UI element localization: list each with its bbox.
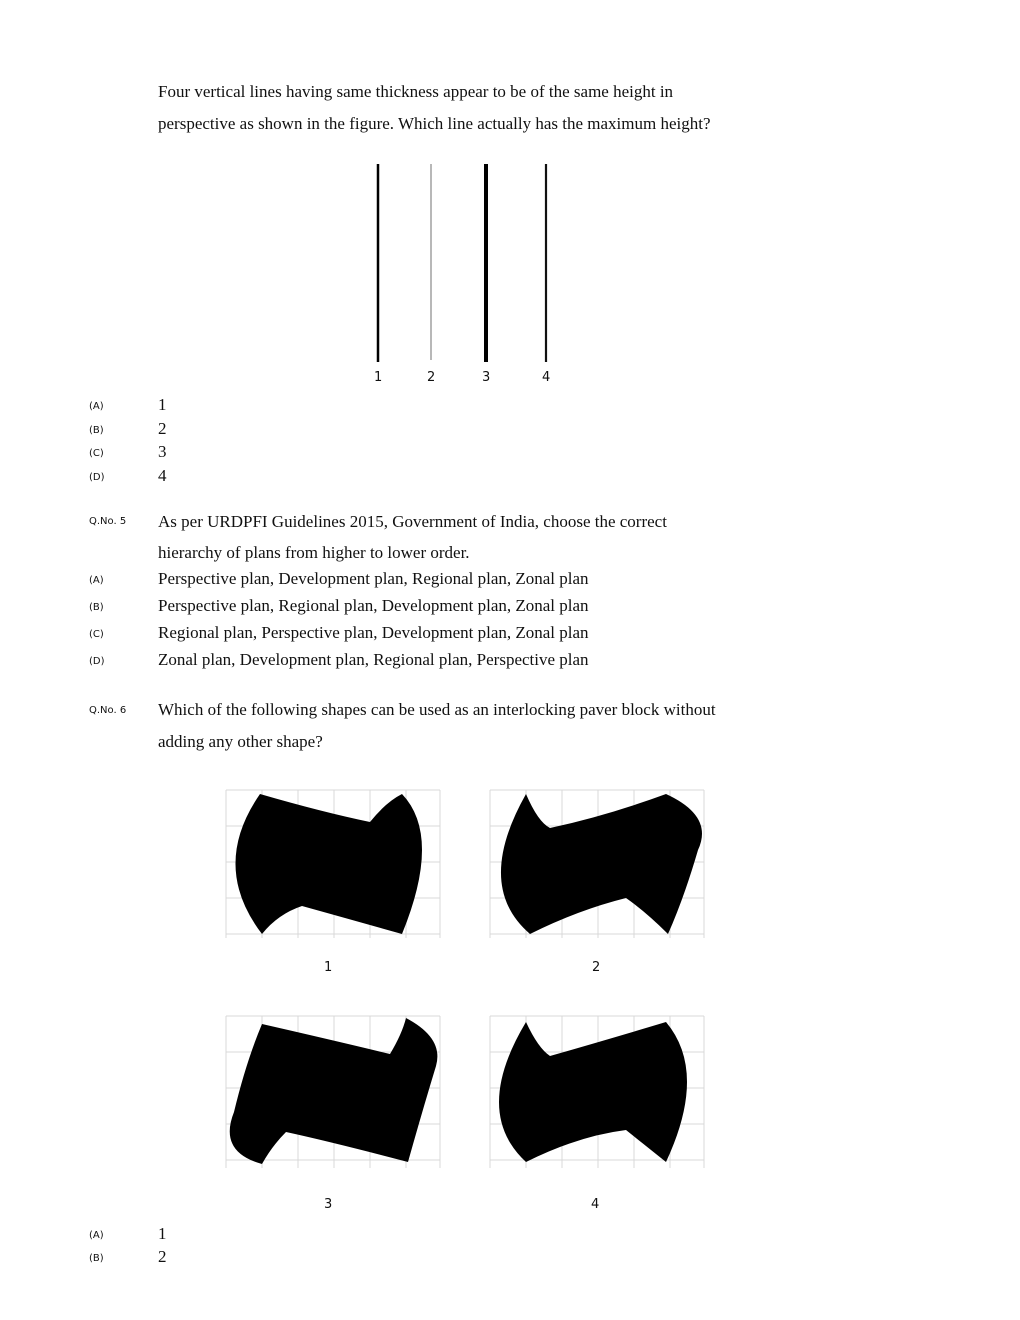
q4-text-line2: perspective as shown in the figure. Which line actually has the maximum height? [158, 114, 711, 133]
q4-option-c-text: 3 [158, 442, 167, 461]
q4-figure-label-4: 4 [542, 370, 551, 385]
q5-option-d-label: (D) [89, 656, 105, 667]
q4-option-a-label: (A) [89, 401, 104, 412]
q6-figure-label-3: 3 [324, 1197, 333, 1212]
q5-option-c-text: Regional plan, Perspective plan, Development plan, Zonal plan [158, 623, 589, 642]
q6-option-a-label: (A) [89, 1230, 104, 1241]
q5-option-b-label: (B) [89, 602, 104, 613]
paver-shape-4-figure [486, 1012, 708, 1172]
q6-figure-label-4: 4 [591, 1197, 600, 1212]
q6-option-b-text: 2 [158, 1247, 167, 1266]
paver-shape-1 [235, 794, 422, 934]
q5-option-d-text: Zonal plan, Development plan, Regional plan, Perspective plan [158, 650, 589, 669]
q4-option-b-text: 2 [158, 419, 167, 438]
paver-shape-3-figure [222, 1012, 444, 1172]
q6-text-line1: Which of the following shapes can be used as an interlocking paver block without [158, 700, 716, 719]
paver-shape-2-figure [486, 786, 708, 942]
q6-option-b-label: (B) [89, 1253, 104, 1264]
q4-figure-label-3: 3 [482, 370, 491, 385]
q4-text-line1: Four vertical lines having same thickness appear to be of the same height in [158, 82, 674, 101]
paver-shape-2 [501, 794, 702, 934]
q4-option-a-text: 1 [158, 395, 167, 414]
q4-option-c-label: (C) [89, 448, 104, 459]
q6-option-a-text: 1 [158, 1224, 167, 1243]
q4-option-d-text: 4 [158, 466, 167, 485]
q6-number: Q.No. 6 [89, 705, 127, 716]
q5-option-a-label: (A) [89, 575, 104, 586]
paver-shape-1-figure [222, 786, 444, 942]
q5-text-line2: hierarchy of plans from higher to lower order. [158, 543, 470, 562]
q5-text-line1: As per URDPFI Guidelines 2015, Government of India, choose the correct [158, 512, 667, 531]
q5-option-c-label: (C) [89, 629, 104, 640]
q4-option-d-label: (D) [89, 472, 105, 483]
q5-option-b-text: Perspective plan, Regional plan, Development plan, Zonal plan [158, 596, 589, 615]
q4-figure-vertical-lines [360, 158, 560, 388]
q6-figure-label-2: 2 [592, 960, 601, 975]
q4-option-b-label: (B) [89, 425, 104, 436]
q5-number: Q.No. 5 [89, 516, 127, 527]
q4-figure-label-1: 1 [374, 370, 383, 385]
paver-shape-4 [499, 1022, 687, 1162]
q4-figure-label-2: 2 [427, 370, 436, 385]
q6-figure-label-1: 1 [324, 960, 333, 975]
q6-text-line2: adding any other shape? [158, 732, 323, 751]
q5-option-a-text: Perspective plan, Development plan, Regional plan, Zonal plan [158, 569, 589, 588]
